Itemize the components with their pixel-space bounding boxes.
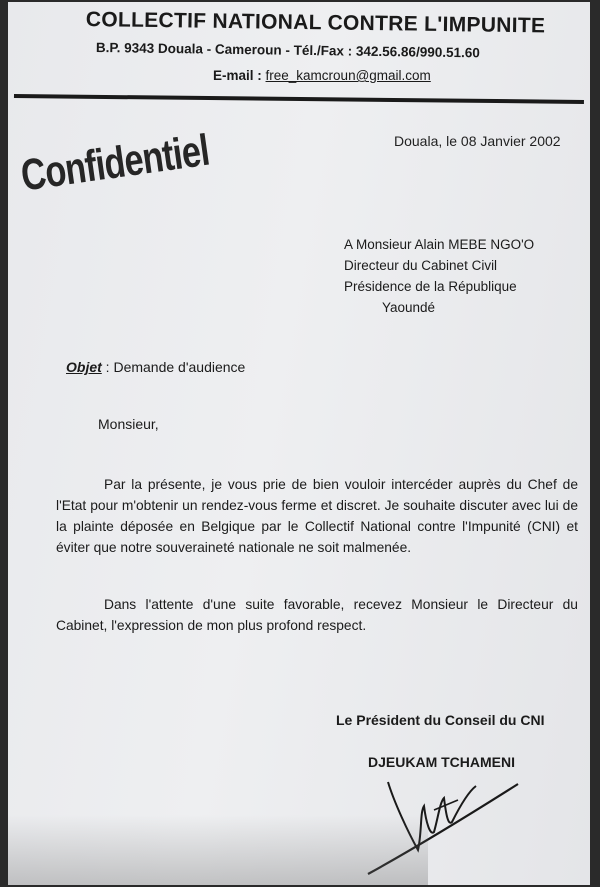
salutation: Monsieur, [98,416,159,432]
recipient-name: A Monsieur Alain MEBE NGO'O [344,237,535,252]
subject-text: Demande d'audience [113,359,246,375]
recipient-city: Yaoundé [382,300,436,315]
organization-email-line [213,68,431,83]
subject-label: Objet [66,359,102,375]
email-address: free_kamcroun@gmail.com [265,68,431,83]
organization-address: B.P. 9343 Douala - Cameroun - Tél./Fax : 342.56.86/990.51.60 [95,40,480,61]
recipient-title: Directeur du Cabinet Civil [344,258,498,273]
recipient-block [344,234,534,318]
page-shadow [8,815,428,885]
subject-separator: : [101,359,114,375]
header-divider [14,94,584,104]
organization-name: COLLECTIF NATIONAL CONTRE L'IMPUNITE [85,8,546,38]
letter-date: Douala, le 08 Janvier 2002 [394,133,561,149]
confidential-stamp: Confidentiel [18,125,212,201]
email-label: E-mail : [213,68,262,83]
signatory-name: DJEUKAM TCHAMENI [368,754,515,770]
recipient-office: Présidence de la République [344,279,517,294]
subject-line [66,359,245,375]
closing-paragraph: Dans l'attente d'une suite favorable, recevez Monsieur le Directeur du Cabinet, l'expression de mon plus profond respect. [56,597,578,633]
signatory-title: Le Président du Conseil du CNI [336,712,545,728]
body-paragraph: Par la présente, je vous prie de bien vouloir intercéder auprès du Chef de l'Etat pour m'obtenir un rendez-vous ferme et discret. Je souhaite discuter avec lui de la plainte déposée en Belgique par le Collectif National contre l'Impunité (CNI) et éviter que notre souveraineté nationale ne soit malmenée. [56,477,578,555]
letter-page [8,2,590,885]
